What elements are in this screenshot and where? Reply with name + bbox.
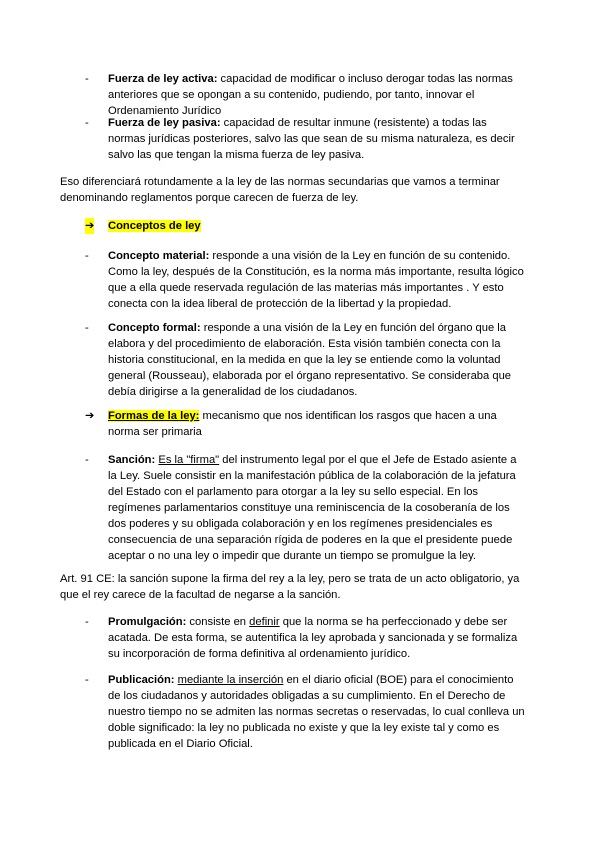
dash-bullet: - (85, 250, 89, 262)
dash-bullet: - (85, 454, 89, 466)
paragraph-diferenciara: Eso diferenciará rotundamente a la ley de las normas secundarias que vamos a terminar denominando reglamentos porque carecen de fuerza de ley. (60, 176, 500, 204)
term-sancion: Sanción: (108, 454, 156, 466)
arrow-icon: ➔ (85, 220, 95, 232)
underlined-definir: definir (249, 616, 280, 628)
dash-bullet: - (85, 117, 89, 129)
text-publicacion: en el diario oficial (BOE) para el conocimiento de los ciudadanos y autoridades obligadas a su cumplimiento. En el Derecho de nuestro tiempo no se admiten las normas secretas o reservadas, lo cual conlleva un doble significado: la ley no publicada no existe y que la ley existe tal y como es publicada en el Diario Oficial. (108, 674, 525, 750)
dash-bullet: - (85, 73, 89, 85)
text-fuerza-pasiva: capacidad de resultar inmune (resistente) a todas las normas jurídicas posteriores, salvo las que sean de su misma naturaleza, es decir salvo las que tengan la misma fuerza de ley pasiva. (108, 117, 515, 161)
underlined-firma: Es la "firma" (158, 454, 220, 466)
paragraph-art91: Art. 91 CE: la sanción supone la firma del rey a la ley, pero se trata de un acto obligatorio, ya que el rey carece de la facultad de negarse a la sanción. (60, 573, 520, 601)
text-sancion: del instrumento legal por el que el Jefe de Estado asiente a la Ley. Suele consistir en la manifestación pública de la colaboración de la jefatura del Estado con el parlamento para otorgar a la ley su sello especial. En los regímenes parlamentarios constituye una reminiscencia de la cosoberanía de los dos poderes y su obligada colaboración y en los regímenes presidenciales es consecuencia de una separación rígida de poderes en la que el presidente puede aceptar o no una ley o impedir que durante un tiempo se promulgue la ley. (108, 454, 517, 562)
text-promulgacion: que la norma se ha perfeccionado y debe ser acatada. De esta forma, se autentifica la ley aprobada y sancionada y se formaliza su incorporación de forma definitiva al ordenamiento jurídico. (108, 616, 518, 660)
heading-conceptos-label: Conceptos de ley (108, 220, 201, 232)
text-concepto-material: responde a una visión de la Ley en función de su contenido. Como la ley, después de la Constitución, es la norma más importante, resulta lógico que a ella quede reservada regulación de las materias más importantes . Y esto conecta con la idea liberal de protección de la libertad y la propiedad. (108, 250, 524, 310)
document-page: - Fuerza de ley activa: capacidad de modificar o incluso derogar todas las normas anteriores que se opongan a su contenido, pudiendo, por tanto, innovar el Ordenamiento Jurídico - Fuerza de ley pasiva: capacidad de resultar inmune (resistente) a todas las normas jurídicas posteriores, salvo las que sean de su misma naturaleza, es decir salvo las que tengan la misma fuerza de ley pasiva. Eso diferenciará rotundamente a la ley de las normas secundarias que vamos a terminar denominando reglamentos porque carecen de fuerza de ley. ➔ Conceptos de ley - Concepto material: responde a una visión de la Ley en función de su contenido. Como la ley, después de la Constitución, es la norma más importante, resulta lógico que a ella quede reservada regulación de las materias más importantes . Y esto conecta con la idea liberal de protección de la libertad y la propiedad. - Concepto formal: responde a una visión de la Ley en función del órgano que la elabora y del procedimiento de elaboración. Esta visión también conecta con la historia constitucional, en la medida en que la ley se entiende como la voluntad general (Rousseau), elaborada por el órgano representativo. Se consideraba que debía dirigirse a la generalidad de los ciudadanos. ➔ Formas de la ley: mecanismo que nos identifican los rasgos que hacen a una norma ser primaria - Sanción: Es la "firma" del instrumento legal por el que el Jefe de Estado asiente a la Ley. Suele consistir en la manifestación pública de la colaboración de la jefatura del Estado con el parlamento para otorgar a la ley su sello especial. En los regímenes parlamentarios constituye una reminiscencia de la cosoberanía de los dos poderes y su obligada colaboración y en los regímenes presidenciales es consecuencia de una separación rígida de poderes en la que el presidente puede aceptar o no una ley o impedir que durante un tiempo se promulgue la ley. Art. 91 CE: la sanción supone la firma del rey a la ley, pero se trata de un acto obligatorio, ya que el rey carece de la facultad de negarse a la sanción. - Promulgación: consiste en definir que la norma se ha perfeccionado y debe ser acatada. De esta forma, se autentifica la ley aprobada y sancionada y se formaliza su incorporación de forma definitiva al ordenamiento jurídico. - Publicación: mediante la inserción en el diario oficial (BOE) para el conocimiento de los ciudadanos y autoridades obligadas a su cumplimiento. En el Derecho de nuestro tiempo no se admiten las normas secretas o reservadas, lo cual conlleva un doble significado: la ley no publicada no existe y que la ley existe tal y como es publicada en el Diario Oficial. (0, 0, 600, 848)
term-concepto-formal: Concepto formal: (108, 322, 201, 334)
text-fuerza-activa: capacidad de modificar o incluso derogar todas las normas anteriores que se opongan a su contenido, pudiendo, por tanto, innovar el Ordenamiento Jurídico (108, 73, 513, 117)
term-concepto-material: Concepto material: (108, 250, 210, 262)
text-formas: mecanismo que nos identifican los rasgos que hacen a una norma ser primaria (108, 410, 497, 438)
text-concepto-formal: responde a una visión de la Ley en función del órgano que la elabora y del procedimiento de elaboración. Esta visión también conecta con la historia constitucional, en la medida en que la ley se entiende como la voluntad general (Rousseau), elaborada por el órgano representativo. Se consideraba que debía dirigirse a la generalidad de los ciudadanos. (108, 322, 512, 398)
dash-bullet: - (85, 616, 89, 628)
dash-bullet: - (85, 674, 89, 686)
term-promulgacion: Promulgación: (108, 616, 187, 628)
term-publicacion: Publicación: (108, 674, 175, 686)
term-fuerza-activa: Fuerza de ley activa: (108, 73, 218, 85)
term-fuerza-pasiva: Fuerza de ley pasiva: (108, 117, 221, 129)
dash-bullet: - (85, 322, 89, 334)
underlined-insercion: mediante la inserción (177, 674, 284, 686)
term-formas: Formas de la ley: (108, 410, 200, 422)
arrow-icon: ➔ (85, 410, 95, 422)
